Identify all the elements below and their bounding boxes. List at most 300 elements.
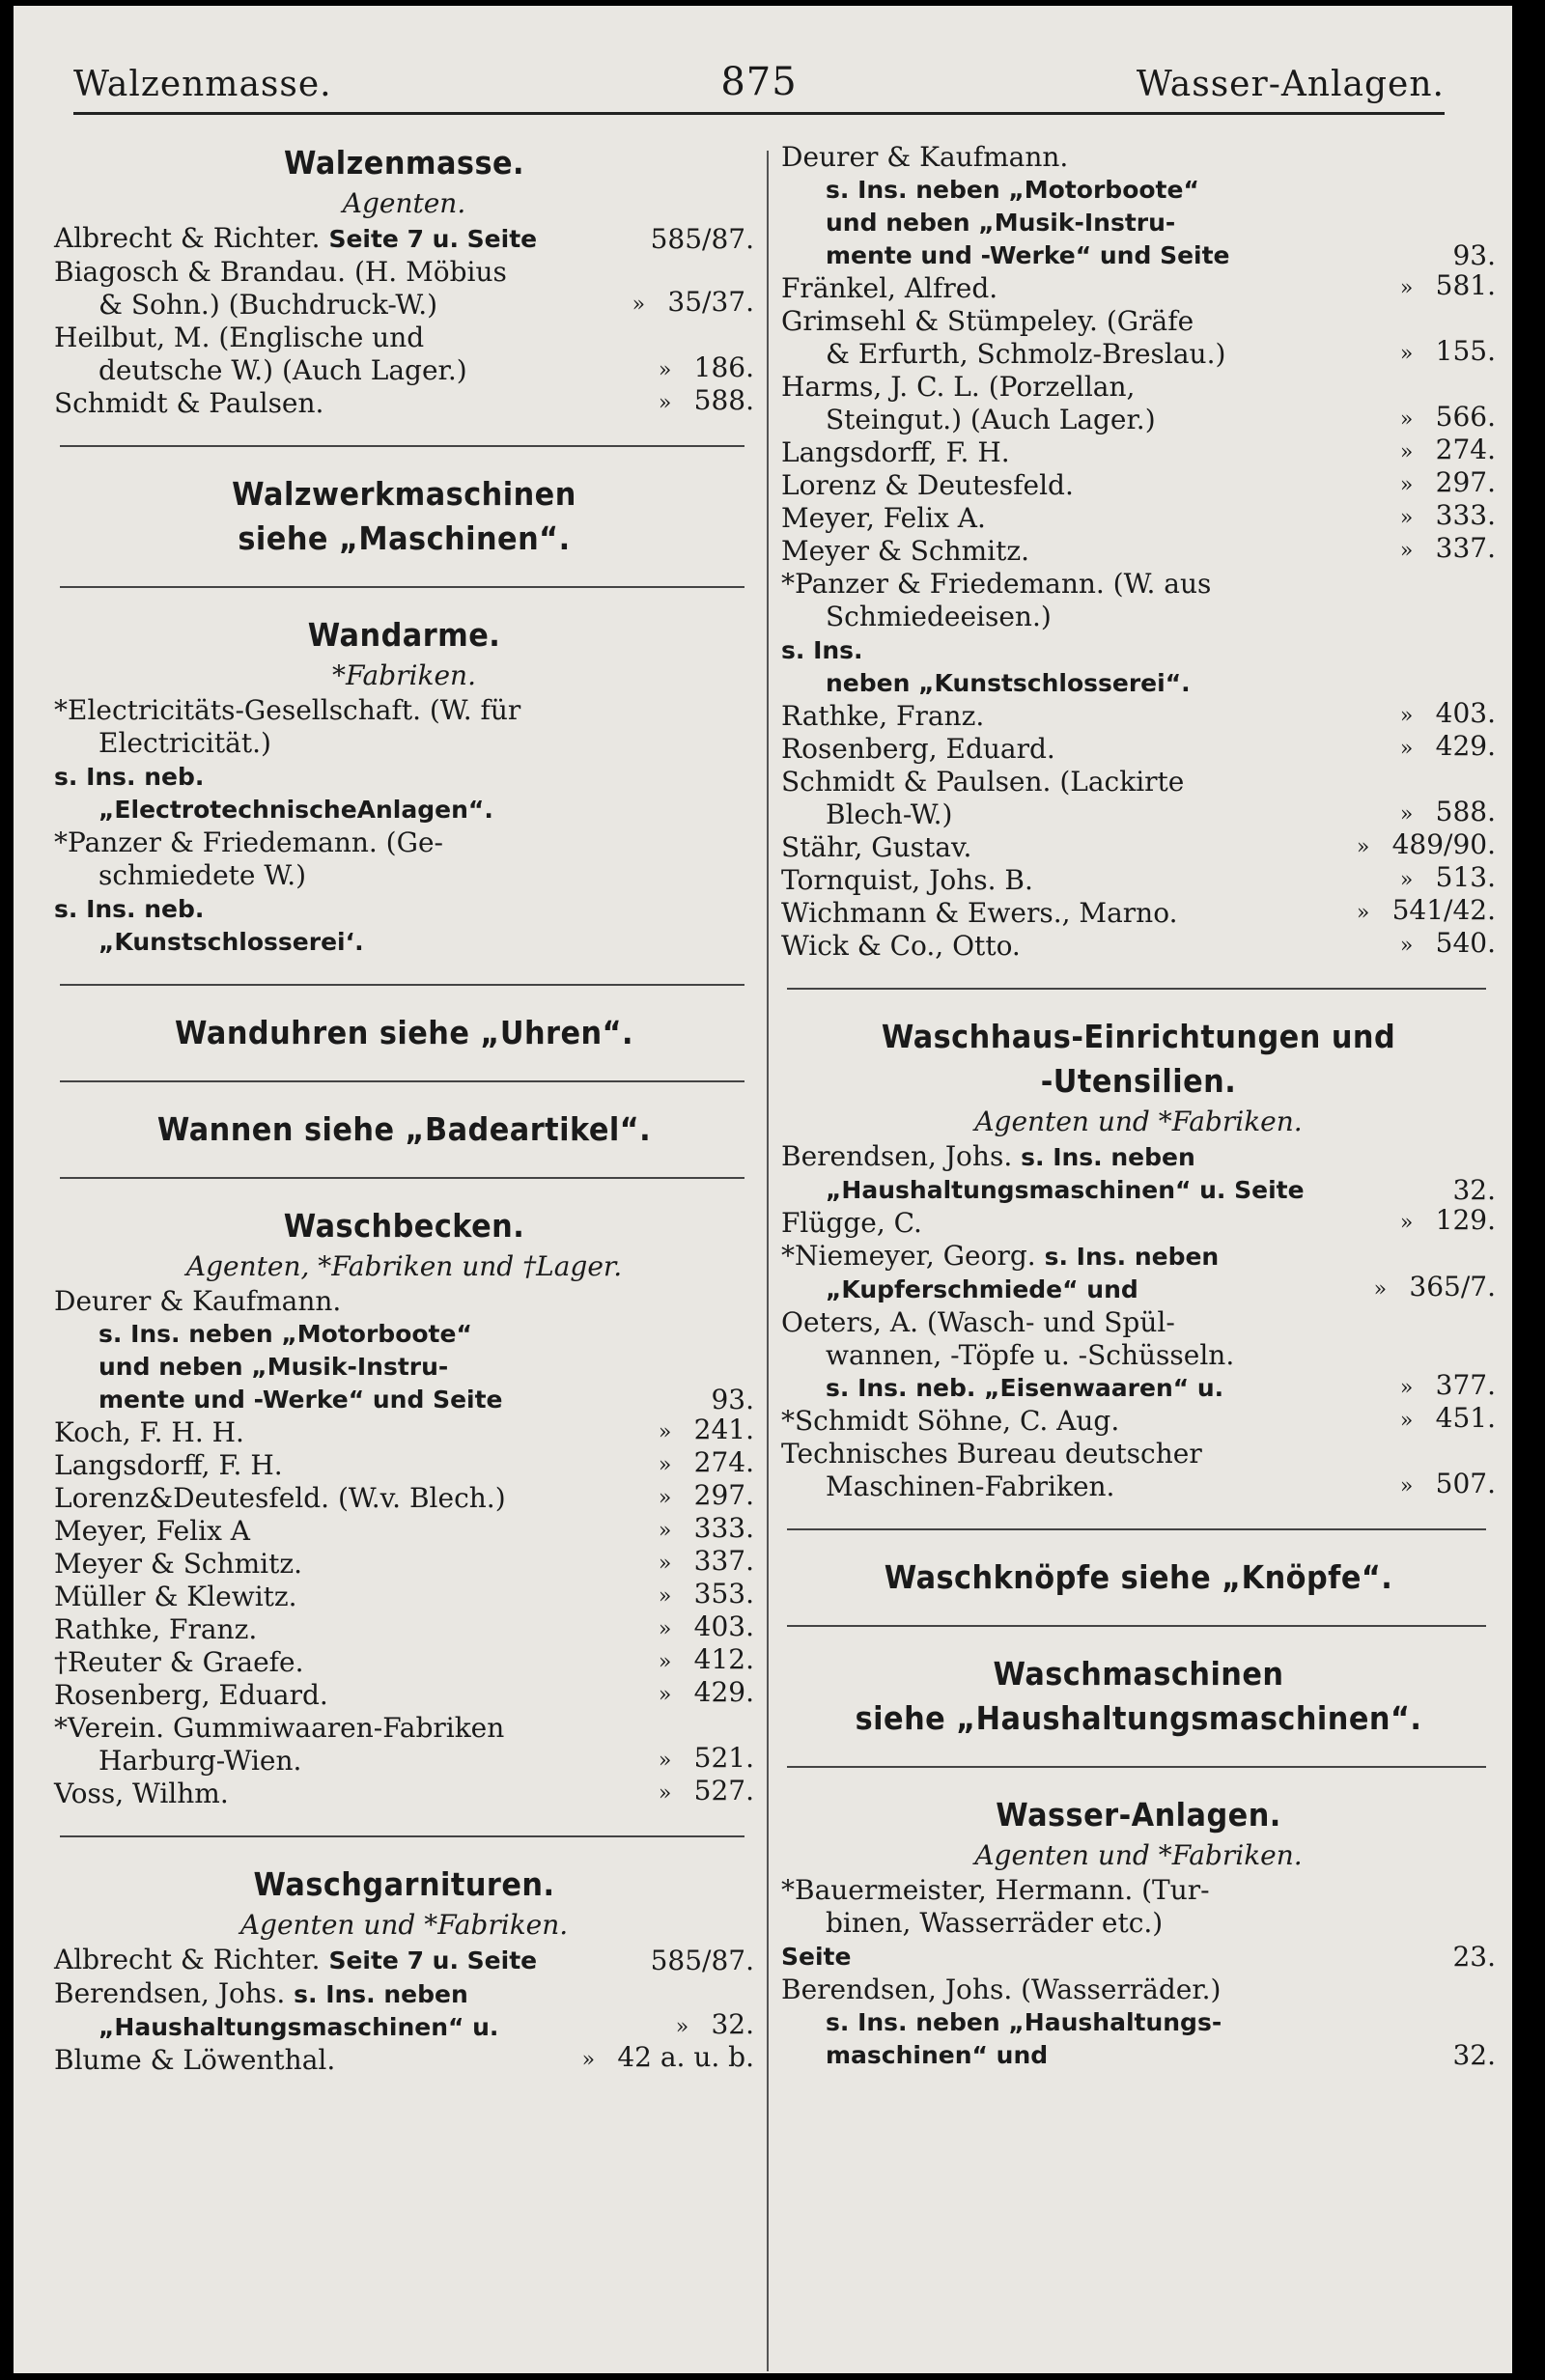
page-number-ref: 541/42. xyxy=(1391,894,1496,926)
entry-continuation: binen, Wasserräder etc.) xyxy=(826,1907,1164,1939)
entry-name: Meyer & Schmitz. xyxy=(781,535,1030,567)
page-number-ref: 23. xyxy=(1452,1941,1496,1973)
section-title: Waschmaschinen xyxy=(993,1655,1284,1693)
entry-continuation-bold: „ElectrotechnischeAnlagen“. xyxy=(98,796,493,824)
section-title: Walzwerkmaschinen xyxy=(232,475,576,513)
entry-continuation: Harburg-Wien. xyxy=(98,1745,302,1777)
section-separator xyxy=(60,1835,744,1837)
page-number-ref: 451. xyxy=(1435,1402,1496,1434)
page-number-ref: 513. xyxy=(1435,861,1496,893)
entry-name: Meyer, Felix A xyxy=(54,1515,251,1547)
ditto-mark: » xyxy=(658,1486,672,1510)
page-number-ref: 585/87. xyxy=(650,1945,754,1976)
section-title-line2: siehe „Haushaltungsmaschinen“. xyxy=(855,1699,1422,1737)
page-number-ref: 35/37. xyxy=(667,286,754,318)
section-title-line2: siehe „Maschinen“. xyxy=(238,519,571,557)
directory-entry xyxy=(781,828,1496,864)
ditto-mark: » xyxy=(658,1453,672,1477)
ditto-mark: » xyxy=(581,2048,596,2072)
directory-entry xyxy=(54,694,754,826)
entry-name: Grimsehl & Stümpeley. (Gräfe xyxy=(781,305,1194,337)
page-reference xyxy=(1378,434,1496,469)
page-number-ref: 297. xyxy=(1435,466,1496,498)
header-right: Wasser-Anlagen. xyxy=(1136,65,1445,104)
section-title: Waschgarnituren. xyxy=(253,1865,555,1903)
ditto-mark: » xyxy=(1399,1409,1414,1433)
page-number-ref: 377. xyxy=(1435,1369,1496,1401)
directory-entry xyxy=(781,1140,1496,1207)
directory-entry xyxy=(54,1578,754,1613)
page-number-ref: 521. xyxy=(693,1742,754,1774)
insert-reference: Seite 7 u. Seite xyxy=(328,1946,538,1974)
insert-reference: s. Ins. neben xyxy=(1021,1143,1195,1171)
entry-name: Rosenberg, Eduard. xyxy=(781,733,1055,765)
insert-reference: s. Ins. neben xyxy=(1044,1243,1220,1271)
page-number-ref: 540. xyxy=(1435,927,1496,959)
ditto-mark: » xyxy=(1356,901,1370,925)
column-divider xyxy=(767,151,769,2371)
directory-entry xyxy=(54,1676,754,1712)
page-number-ref: 588. xyxy=(693,384,754,416)
entry-name: Flügge, C. xyxy=(781,1207,922,1239)
left-section xyxy=(54,1177,754,1810)
entry-name: Stähr, Gustav. xyxy=(781,831,972,863)
section-title: Waschhaus-Einrichtungen und xyxy=(881,1018,1396,1055)
entry-name: Schmidt & Paulsen. xyxy=(54,387,324,419)
page-reference xyxy=(1378,1468,1496,1503)
entry-name: Biagosch & Brandau. (H. Möbius xyxy=(54,256,507,288)
directory-entry xyxy=(781,861,1496,897)
left-section xyxy=(54,984,754,1055)
ditto-mark: » xyxy=(675,2015,689,2039)
right-section xyxy=(781,1625,1496,1741)
directory-entry xyxy=(781,1974,1496,2072)
page-reference xyxy=(1378,499,1496,535)
insert-reference: Seite xyxy=(781,1943,852,1971)
page-reference xyxy=(636,1512,754,1548)
directory-entry xyxy=(781,894,1496,930)
directory-entry xyxy=(781,436,1496,469)
entry-name: *Electricitäts-Gesellschaft. (W. für xyxy=(54,694,521,726)
page-number: 875 xyxy=(720,60,798,104)
entry-name: Lorenz&Deutesfeld. (W.v. Blech.) xyxy=(54,1482,506,1514)
insert-reference-line2: neben „Kunstschlosserei“. xyxy=(826,669,1191,697)
entry-name: Rosenberg, Eduard. xyxy=(54,1679,328,1711)
entry-continuation: wannen, -Töpfe u. -Schüsseln. xyxy=(826,1339,1235,1371)
directory-entry xyxy=(781,305,1496,371)
insert-reference: s. Ins. neb. xyxy=(54,763,205,791)
directory-entry xyxy=(54,1545,754,1581)
entry-name: Berendsen, Johs. xyxy=(781,1140,1013,1172)
page-number-ref: 353. xyxy=(693,1578,754,1610)
page-number-ref: 527. xyxy=(693,1775,754,1806)
page-number-ref: 297. xyxy=(693,1479,754,1511)
entry-list xyxy=(54,1944,754,2077)
page-reference xyxy=(636,1676,754,1712)
directory-entry xyxy=(781,499,1496,535)
ditto-mark: » xyxy=(1399,539,1414,563)
directory-entry xyxy=(54,826,754,959)
page-reference xyxy=(636,351,754,387)
entry-continuation: & Sohn.) (Buchdruck-W.) xyxy=(98,289,438,321)
directory-entry xyxy=(54,1775,754,1810)
page-number-ref: 412. xyxy=(693,1643,754,1675)
entry-name: Langsdorff, F. H. xyxy=(781,436,1010,468)
section-title: Wasser-Anlagen. xyxy=(996,1796,1281,1834)
page-reference xyxy=(1378,269,1496,305)
entry-name: Langsdorff, F. H. xyxy=(54,1449,283,1481)
entry-name: Rathke, Franz. xyxy=(54,1613,258,1645)
directory-entry xyxy=(781,1204,1496,1240)
ditto-mark: » xyxy=(658,391,672,415)
page-reference xyxy=(1351,1271,1496,1306)
entry-name: Berendsen, Johs. xyxy=(54,1977,286,2009)
page-number-ref: 155. xyxy=(1435,335,1496,367)
directory-entry xyxy=(781,697,1496,733)
entry-name: *Panzer & Friedemann. (W. aus xyxy=(781,568,1212,600)
page-number-ref: 581. xyxy=(1435,269,1496,301)
page-reference xyxy=(1378,927,1496,963)
directory-entry xyxy=(54,1712,754,1778)
page-reference xyxy=(636,1775,754,1810)
directory-entry xyxy=(54,1977,754,2044)
entry-name: *Schmidt Söhne, C. Aug. xyxy=(781,1405,1120,1437)
directory-entry xyxy=(54,2041,754,2077)
directory-entry xyxy=(781,1874,1496,1974)
directory-entry xyxy=(781,568,1496,700)
directory-page xyxy=(14,6,1512,2373)
directory-entry xyxy=(781,466,1496,502)
page-reference xyxy=(636,384,754,420)
section-subtitle: Agenten, *Fabriken und †Lager. xyxy=(185,1250,623,1282)
directory-entry xyxy=(54,1318,754,1416)
directory-entry xyxy=(54,222,754,256)
page-reference xyxy=(559,2041,754,2077)
directory-entry xyxy=(781,927,1496,963)
left-section xyxy=(54,141,754,420)
insert-reference: s. Ins. neb. xyxy=(54,895,205,923)
left-column xyxy=(54,141,754,2077)
page-number-ref: 241. xyxy=(693,1414,754,1445)
ditto-mark: » xyxy=(658,1420,672,1444)
entry-name: †Reuter & Graefe. xyxy=(54,1646,304,1678)
insert-reference: s. Ins. neben xyxy=(294,1980,468,2008)
entry-name: Schmidt & Paulsen. (Lackirte xyxy=(781,766,1185,798)
insert-reference-line: und neben „Musik-Instru- xyxy=(826,209,1176,237)
entry-name: Meyer, Felix A. xyxy=(781,502,986,534)
entry-name: *Panzer & Friedemann. (Ge- xyxy=(54,826,444,858)
page-reference xyxy=(711,1384,754,1416)
page-reference xyxy=(636,1446,754,1482)
ditto-mark: » xyxy=(1399,1211,1414,1235)
page-reference xyxy=(1378,861,1496,897)
right-section xyxy=(781,1766,1496,2072)
entry-list xyxy=(781,141,1496,963)
section-separator xyxy=(787,1528,1486,1530)
page-number-ref: 429. xyxy=(693,1676,754,1708)
entry-continuation: Blech-W.) xyxy=(826,798,953,830)
entry-name: Berendsen, Johs. (Wasserräder.) xyxy=(781,1974,1222,2005)
section-separator xyxy=(60,445,744,447)
entry-continuation: Schmiedeeisen.) xyxy=(826,601,1052,632)
ditto-mark: » xyxy=(1356,835,1370,859)
directory-entry xyxy=(54,1446,754,1482)
entry-name: Deurer & Kaufmann. xyxy=(781,141,1069,173)
directory-entry xyxy=(781,532,1496,568)
entry-list xyxy=(54,694,754,959)
section-separator xyxy=(787,988,1486,990)
page-reference xyxy=(1378,1369,1496,1405)
entry-continuation: Electricität.) xyxy=(98,727,271,759)
directory-entry xyxy=(54,1416,754,1449)
ditto-mark: » xyxy=(1373,1277,1388,1302)
page-reference xyxy=(636,1414,754,1449)
ditto-mark: » xyxy=(658,1683,672,1707)
entry-name: Oeters, A. (Wasch- und Spül- xyxy=(781,1306,1175,1338)
directory-entry xyxy=(781,1306,1496,1405)
insert-reference-line2: s. Ins. neben „Haushaltungs- xyxy=(826,2008,1222,2036)
insert-reference-line: s. Ins. neben „Motorboote“ xyxy=(98,1320,472,1348)
directory-entry xyxy=(781,269,1496,305)
page-number-ref: 489/90. xyxy=(1391,828,1496,860)
page-number-ref: 585/87. xyxy=(650,223,754,255)
section-title: Wandarme. xyxy=(307,616,501,654)
entry-name: Albrecht & Richter. xyxy=(54,222,321,254)
directory-entry xyxy=(781,1438,1496,1503)
ditto-mark: » xyxy=(632,293,646,317)
entry-name: Deurer & Kaufmann. xyxy=(54,1285,342,1317)
entry-list xyxy=(54,222,754,420)
ditto-mark: » xyxy=(1399,737,1414,761)
entry-name: Müller & Klewitz. xyxy=(54,1581,297,1612)
directory-entry xyxy=(781,1402,1496,1438)
section-title: Waschbecken. xyxy=(283,1207,525,1245)
insert-reference: s. Ins. xyxy=(781,636,863,664)
section-separator xyxy=(60,984,744,986)
entry-continuation: schmiedete W.) xyxy=(98,859,307,891)
section-separator xyxy=(60,1080,744,1082)
ditto-mark: » xyxy=(658,1617,672,1641)
section-subtitle: Agenten und *Fabriken. xyxy=(239,1909,569,1941)
section-title: Wannen siehe „Badeartikel“. xyxy=(156,1110,652,1148)
page-header xyxy=(73,44,1445,115)
insert-reference-line2: s. Ins. neb. „Eisenwaaren“ u. xyxy=(826,1374,1224,1402)
insert-reference-line3: maschinen“ und xyxy=(826,2041,1049,2069)
page-reference xyxy=(1378,466,1496,502)
right-section xyxy=(781,1528,1496,1600)
section-separator xyxy=(787,1625,1486,1627)
page-reference xyxy=(1452,239,1496,272)
entry-continuation: Steingut.) (Auch Lager.) xyxy=(826,404,1156,435)
ditto-mark: » xyxy=(1399,440,1414,464)
entry-name: Voss, Wilhm. xyxy=(54,1778,229,1809)
page-number-ref: 337. xyxy=(1435,532,1496,564)
entry-name: Blume & Löwenthal. xyxy=(54,2044,336,2076)
left-section xyxy=(54,1080,754,1152)
page-number-ref: 365/7. xyxy=(1409,1271,1496,1302)
page-reference xyxy=(1378,1204,1496,1240)
page-reference xyxy=(653,2008,754,2044)
directory-entry xyxy=(781,141,1496,174)
ditto-mark: » xyxy=(1399,1376,1414,1400)
page-number-ref: 429. xyxy=(1435,730,1496,762)
entry-list xyxy=(54,1285,754,1810)
ditto-mark: » xyxy=(1399,1474,1414,1498)
page-reference xyxy=(651,223,754,256)
page-number-ref: 274. xyxy=(1435,434,1496,465)
ditto-mark: » xyxy=(658,1781,672,1806)
section-subtitle: Agenten und *Fabriken. xyxy=(974,1106,1303,1137)
page-reference xyxy=(1378,730,1496,766)
entry-continuation: deutsche W.) (Auch Lager.) xyxy=(98,354,467,386)
ditto-mark: » xyxy=(1399,934,1414,958)
directory-entry xyxy=(54,1285,754,1318)
page-number-ref: 403. xyxy=(1435,697,1496,729)
insert-reference: Seite 7 u. Seite xyxy=(328,225,538,253)
directory-entry xyxy=(781,730,1496,766)
entry-name: Harms, J. C. L. (Porzellan, xyxy=(781,371,1136,403)
page-reference xyxy=(1378,1402,1496,1438)
page-reference xyxy=(1378,335,1496,371)
page-reference xyxy=(1378,532,1496,568)
page-number-ref: 566. xyxy=(1435,401,1496,433)
entry-name: Technisches Bureau deutscher xyxy=(781,1438,1202,1470)
ditto-mark: » xyxy=(1399,407,1414,432)
ditto-mark: » xyxy=(1399,342,1414,366)
page-reference xyxy=(1378,697,1496,733)
right-section xyxy=(781,141,1496,963)
page-reference xyxy=(636,1479,754,1515)
ditto-mark: » xyxy=(1399,506,1414,530)
ditto-mark: » xyxy=(1399,704,1414,728)
left-section xyxy=(54,586,754,959)
page-reference xyxy=(1452,1941,1496,1974)
entry-continuation: Maschinen-Fabriken. xyxy=(826,1470,1115,1502)
ditto-mark: » xyxy=(658,1584,672,1609)
insert-reference-line: mente und -Werke“ und Seite xyxy=(98,1386,503,1414)
directory-entry xyxy=(54,1643,754,1679)
entry-name: *Niemeyer, Georg. xyxy=(781,1240,1036,1272)
page-reference xyxy=(1452,2039,1496,2072)
page-number-ref: 32. xyxy=(1452,1174,1496,1206)
insert-reference-line2: „Haushaltungsmaschinen“ u. xyxy=(98,2013,499,2041)
entry-name: Wichmann & Ewers., Marno. xyxy=(781,897,1178,929)
section-subtitle: *Fabriken. xyxy=(332,659,476,691)
section-title: Waschknöpfe siehe „Knöpfe“. xyxy=(884,1558,1393,1596)
section-title: Walzenmasse. xyxy=(283,144,525,182)
directory-entry xyxy=(54,1512,754,1548)
section-title-line2: -Utensilien. xyxy=(1040,1062,1237,1100)
ditto-mark: » xyxy=(658,1552,672,1576)
entry-name: Koch, F. H. H. xyxy=(54,1416,244,1448)
entry-name: Fränkel, Alfred. xyxy=(781,272,998,304)
section-separator xyxy=(60,586,744,588)
section-subtitle: Agenten und *Fabriken. xyxy=(974,1839,1303,1871)
ditto-mark: » xyxy=(1399,868,1414,892)
section-subtitle: Agenten. xyxy=(342,187,466,219)
ditto-mark: » xyxy=(1399,276,1414,300)
directory-entry xyxy=(781,766,1496,831)
directory-entry xyxy=(54,256,754,322)
page-reference xyxy=(609,286,754,322)
ditto-mark: » xyxy=(658,1650,672,1674)
page-reference xyxy=(1334,894,1496,930)
entry-name: Albrecht & Richter. xyxy=(54,1944,321,1975)
entry-name: Tornquist, Johs. B. xyxy=(781,864,1033,896)
directory-entry xyxy=(54,384,754,420)
directory-entry xyxy=(781,174,1496,272)
section-separator xyxy=(787,1766,1486,1768)
entry-name: Lorenz & Deutesfeld. xyxy=(781,469,1074,501)
entry-name: Wick & Co., Otto. xyxy=(781,930,1021,962)
page-number-ref: 588. xyxy=(1435,796,1496,827)
left-section xyxy=(54,1835,754,2077)
entry-name: Heilbut, M. (Englische und xyxy=(54,322,425,353)
page-number-ref: 42 a. u. b. xyxy=(617,2041,754,2073)
section-title: Wanduhren siehe „Uhren“. xyxy=(175,1014,633,1051)
ditto-mark: » xyxy=(1399,473,1414,497)
ditto-mark: » xyxy=(1399,802,1414,826)
page-reference xyxy=(1378,401,1496,436)
ditto-mark: » xyxy=(658,1749,672,1773)
entry-continuation-bold: „Kunstschlosserei‘. xyxy=(98,928,364,956)
page-reference xyxy=(636,1643,754,1679)
page-reference xyxy=(1334,828,1496,864)
page-reference xyxy=(636,1742,754,1778)
entry-name: *Verein. Gummiwaaren-Fabriken xyxy=(54,1712,505,1744)
page-reference xyxy=(636,1610,754,1646)
right-column xyxy=(781,141,1496,2072)
page-reference xyxy=(1452,1174,1496,1207)
page-number-ref: 337. xyxy=(693,1545,754,1577)
page-number-ref: 186. xyxy=(693,351,754,383)
page-number-ref: 32. xyxy=(711,2008,754,2040)
page-number-ref: 403. xyxy=(693,1610,754,1642)
entry-continuation: & Erfurth, Schmolz-Breslau.) xyxy=(826,338,1226,370)
entry-list xyxy=(781,1874,1496,2072)
directory-entry xyxy=(781,1240,1496,1306)
entry-name: Rathke, Franz. xyxy=(781,700,985,732)
page-number-ref: 507. xyxy=(1435,1468,1496,1499)
entry-list xyxy=(781,1140,1496,1503)
directory-entry xyxy=(54,1944,754,1977)
insert-reference-line: mente und -Werke“ und Seite xyxy=(826,241,1230,269)
page-number-ref: 333. xyxy=(1435,499,1496,531)
entry-name: *Bauermeister, Hermann. (Tur- xyxy=(781,1874,1210,1906)
right-section xyxy=(781,988,1496,1503)
left-section xyxy=(54,445,754,561)
insert-reference-line: und neben „Musik-Instru- xyxy=(98,1353,449,1381)
page-reference xyxy=(636,1545,754,1581)
ditto-mark: » xyxy=(658,358,672,382)
page-number-ref: 93. xyxy=(711,1384,754,1415)
page-number-ref: 333. xyxy=(693,1512,754,1544)
page-reference xyxy=(1378,796,1496,831)
ditto-mark: » xyxy=(658,1519,672,1543)
directory-entry xyxy=(54,322,754,387)
page-reference xyxy=(636,1578,754,1613)
directory-entry xyxy=(54,1479,754,1515)
page-number-ref: 274. xyxy=(693,1446,754,1478)
header-left: Walzenmasse. xyxy=(73,65,332,104)
page-number-ref: 32. xyxy=(1452,2039,1496,2071)
insert-reference-line2: „Haushaltungsmaschinen“ u. Seite xyxy=(826,1176,1305,1204)
page-number-ref: 129. xyxy=(1435,1204,1496,1236)
directory-entry xyxy=(54,1610,754,1646)
page-reference xyxy=(651,1945,754,1977)
entry-name: Meyer & Schmitz. xyxy=(54,1548,303,1580)
section-separator xyxy=(60,1177,744,1179)
